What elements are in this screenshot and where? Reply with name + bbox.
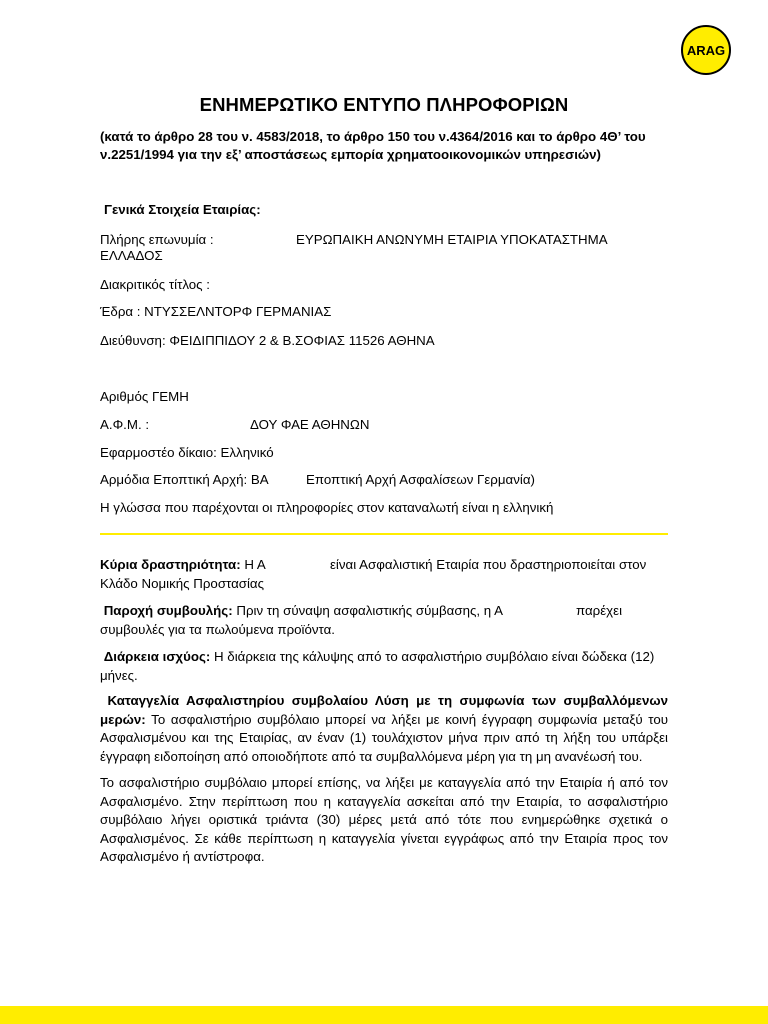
subtitle-line-1: (κατά το άρθρο 28 του ν. 4583/2018, το άρθρο 150 του ν.4364/2016 και το άρθρο 4Θ’ του (100, 129, 646, 144)
svg-text:ARAG: ARAG (686, 43, 726, 58)
advice-paragraph (100, 602, 668, 639)
fullname-label: Πλήρης επωνυμία : (100, 232, 214, 247)
language-note: Η γλώσσα που παρέχονται οι πληροφορίες στον καταναλωτή είναι η ελληνική (100, 500, 554, 515)
termination-paragraph (100, 692, 668, 766)
subtitle-line-2: ν.2251/1994 για την εξ’ αποστάσεως εμπορία χρηματοοικονομικών υπηρεσιών) (100, 147, 601, 162)
activity-text-a: Η Α (240, 557, 266, 572)
duration-paragraph (100, 648, 660, 685)
termination-label: Καταγγελία Ασφαλιστηρίου συμβολαίου Λύση με τη συμφωνία των συμβαλλόμενων μερών: (100, 693, 668, 727)
advice-text-c: συμβουλές για τα πωλούμενα προϊόντα. (100, 621, 335, 637)
general-info-heading: Γενικά Στοιχεία Εταιρίας: (104, 202, 261, 217)
applicable-law: Εφαρμοστέο δίκαιο: Ελληνικό (100, 445, 274, 460)
termination-paragraph-2: Το ασφαλιστήριο συμβόλαιο μπορεί επίσης, να λήξει με καταγγελία από την Εταιρία ή από τον Ασφαλισμένο. Στην περίπτωση που η καταγγελία ασκείται από την Εταιρία, το ασφαλιστήριο συμβόλαιο λήγει οριστικά τριάντα (30) μέρες μετά από τότε που ενημερώθηκε σχετικά ο Ασφαλισμένος. Σε κάθε περίπτωση η καταγγελία γίνεται εγγράφως από την Εταιρία προς τον Ασφαλισμένο ή αντίστροφα. (100, 775, 668, 864)
logo-text (684, 40, 728, 60)
arag-logo (681, 25, 731, 75)
afm-label: Α.Φ.Μ. : (100, 417, 150, 432)
page-title: ΕΝΗΜΕΡΩΤΙΚΟ ΕΝΤΥΠΟ ΠΛΗΡΟΦΟΡΙΩΝ (199, 94, 569, 115)
activity-text-b: είναι Ασφαλιστική Εταιρία που δραστηριοποιείται στον (330, 557, 647, 572)
fullname-row (100, 232, 214, 248)
fullname-value-cont: ΕΛΛΑΔΟΣ (100, 248, 163, 263)
advice-text-a: Πριν τη σύναψη ασφαλιστικής σύμβασης, η Α (232, 603, 503, 618)
footer-bar (0, 1006, 768, 1024)
advice-label: Παροχή συμβουλής: (103, 603, 233, 618)
authority-label: Αρμόδια Εποπτική Αρχή: ΒΑ (100, 472, 269, 487)
gemi-number: Αριθμός ΓΕΜΗ (100, 389, 189, 404)
page-subtitle (100, 128, 675, 164)
company-seat: Έδρα : ΝΤΥΣΣΕΛΝΤΟΡΦ ΓΕΡΜΑΝΙΑΣ (100, 304, 332, 319)
activity-text-c: Κλάδο Νομικής Προστασίας (100, 575, 265, 591)
duration-label: Διάρκεια ισχύος: (103, 649, 211, 664)
activity-paragraph (100, 556, 668, 593)
activity-label: Κύρια δραστηριότητα: (100, 557, 241, 572)
afm-value: ΔΟΥ ΦΑΕ ΑΘΗΝΩΝ (250, 417, 370, 432)
authority-value: Εποπτική Αρχή Ασφαλίσεων Γερμανία) (306, 472, 535, 487)
distinctive-title: Διακριτικός τίτλος : (100, 277, 210, 292)
company-address: Διεύθυνση: ΦΕΙΔΙΠΠΙΔΟΥ 2 & Β.ΣΟΦΙΑΣ 11526 ΑΘΗΝΑ (100, 333, 435, 348)
advice-text-b: παρέχει (576, 603, 623, 618)
duration-text: Η διάρκεια της κάλυψης από το ασφαλιστήριο συμβόλαιο είναι δώδεκα (12) μήνες. (100, 649, 655, 683)
termination-text: Το ασφαλιστήριο συμβόλαιο μπορεί να λήξει με κοινή έγγραφη συμφωνία μεταξύ του Ασφαλισμένου και της Εταιρίας, αν έναν (1) τουλάχιστον μήνα πριν από τη λήξη του υπάρξει έγγραφη ειδοποίηση από οποιοδήποτε από τα συμβαλλόμενα μέρη για τη μη ανανέωσή του. (100, 711, 668, 764)
fullname-value: ΕΥΡΩΠΑΙΚΗ ΑΝΩΝΥΜΗ ΕΤΑΙΡΙΑ ΥΠΟΚΑΤΑΣΤΗΜΑ (296, 232, 608, 247)
section-divider (100, 533, 668, 535)
